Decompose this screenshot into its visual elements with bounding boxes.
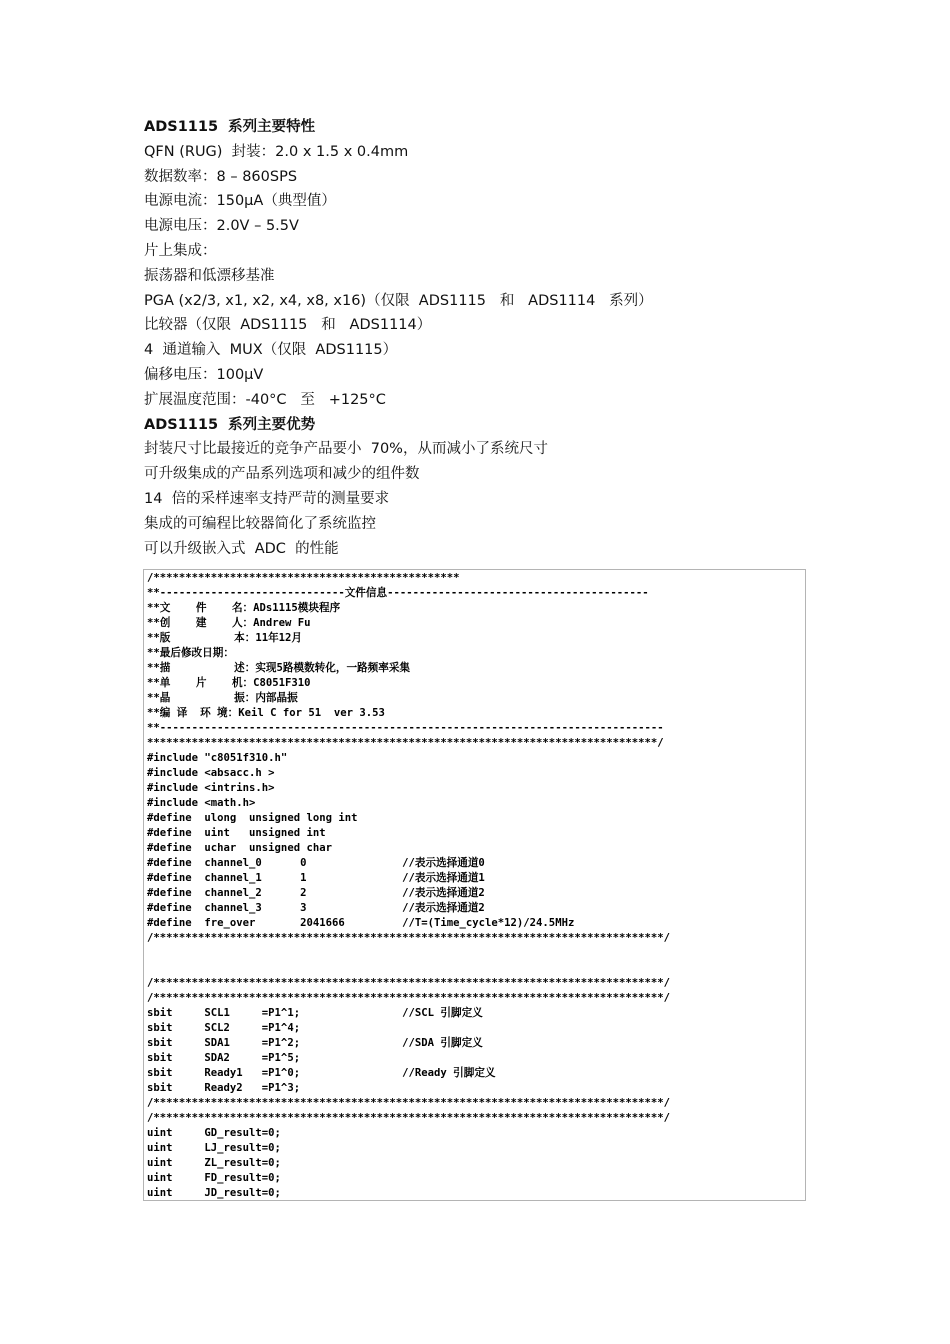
text-line: 14 倍的采样速率支持严苛的测量要求 — [144, 490, 390, 507]
text-line: 偏移电压：100μV — [144, 366, 264, 383]
code-line: **单 片 机：C8051F310 — [147, 677, 311, 689]
code-line: **文 件 名：ADs1115模块程序 — [147, 602, 341, 614]
code-line: **-----------------------------文件信息----------------------------------------- — [147, 587, 649, 599]
text-line: 扩展温度范围：-40°C 至 +125°C — [144, 391, 386, 408]
code-line: sbit SDA1 =P1^2; //SDA 引脚定义 — [147, 1037, 483, 1049]
code-listing — [147, 571, 803, 1201]
code-line: uint JD_result=0; — [147, 1187, 281, 1199]
code-line: **------------------------------------------------------------------------------- — [147, 722, 664, 734]
code-line: **最后修改日期： — [147, 647, 234, 659]
code-line — [147, 961, 803, 976]
code-line — [147, 946, 803, 961]
code-line: #include <intrins.h> — [147, 782, 275, 794]
text-line: 封装尺寸比最接近的竞争产品要小 70%，从而减小了系统尺寸 — [144, 441, 548, 458]
code-line: #define uint unsigned int — [147, 827, 326, 839]
text-line: 可升级集成的产品系列选项和减少的组件数 — [144, 466, 420, 483]
code-line: **创 建 人：Andrew Fu — [147, 617, 311, 629]
text-line: 可以升级嵌入式 ADC 的性能 — [144, 540, 339, 557]
feature-text-block — [144, 115, 824, 561]
code-line: ********************************************************************************/ — [147, 737, 664, 749]
code-line: #define channel_2 2 //表示选择通道2 — [147, 887, 485, 899]
text-line: 电源电流：150μA（典型值） — [144, 193, 336, 210]
code-line: #define fre_over 2041666 //T=(Time_cycle*12)/24.5MHz — [147, 917, 575, 929]
code-line: /********************************************************************************/ — [147, 932, 670, 944]
text-line: 片上集成： — [144, 242, 217, 259]
text-line: QFN (RUG) 封装：2.0 x 1.5 x 0.4mm — [144, 143, 409, 160]
code-line: /********************************************************************************/ — [147, 992, 670, 1004]
code-line: sbit Ready2 =P1^3; — [147, 1082, 301, 1094]
code-line: #define uchar unsigned char — [147, 842, 332, 854]
code-line: #include "c8051f310.h" — [147, 752, 288, 764]
text-line: 4 通道输入 MUX（仅限 ADS1115） — [144, 342, 398, 359]
code-line: #include <absacc.h > — [147, 767, 275, 779]
code-line: uint GD_result=0; — [147, 1127, 281, 1139]
code-line: **版 本：11年12月 — [147, 632, 303, 644]
code-line: #define channel_0 0 //表示选择通道0 — [147, 857, 485, 869]
code-line: sbit Ready1 =P1^0; //Ready 引脚定义 — [147, 1067, 496, 1079]
code-line: **描 述：实现5路模数转化，一路频率采集 — [147, 662, 411, 674]
code-line: #define channel_1 1 //表示选择通道1 — [147, 872, 485, 884]
code-line: /********************************************************************************/ — [147, 1112, 670, 1124]
text-line: PGA (x2/3, x1, x2, x4, x8, x16)（仅限 ADS1115 和 ADS1114 系列） — [144, 292, 653, 309]
code-line: sbit SCL1 =P1^1; //SCL 引脚定义 — [147, 1007, 483, 1019]
section-heading: ADS1115 系列主要特性 — [144, 119, 316, 135]
text-line: 数据数率：8 – 860SPS — [144, 168, 298, 185]
code-line: #define channel_3 3 //表示选择通道2 — [147, 902, 485, 914]
section-heading: ADS1115 系列主要优势 — [144, 416, 316, 433]
text-line: 集成的可编程比较器简化了系统监控 — [144, 515, 376, 532]
code-line: #define ulong unsigned long int — [147, 812, 358, 824]
code-screenshot — [143, 569, 806, 1201]
code-line: #include <math.h> — [147, 797, 256, 809]
text-line: 振荡器和低漂移基准 — [144, 267, 275, 284]
text-line: 电源电压：2.0V – 5.5V — [144, 218, 299, 235]
text-line: 比较器（仅限 ADS1115 和 ADS1114） — [144, 317, 432, 334]
code-line: /************************************************ — [147, 572, 460, 584]
code-line: **晶 振：内部晶振 — [147, 692, 298, 704]
code-line: uint FD_result=0; — [147, 1172, 281, 1184]
code-line: uint LJ_result=0; — [147, 1142, 281, 1154]
code-line: /********************************************************************************/ — [147, 1097, 670, 1109]
code-line: **编 译 环 境：Keil C for 51 ver 3.53 — [147, 707, 385, 719]
code-line: /********************************************************************************/ — [147, 977, 670, 989]
code-line: sbit SCL2 =P1^4; — [147, 1022, 301, 1034]
code-line: uint ZL_result=0; — [147, 1157, 281, 1169]
code-line: sbit SDA2 =P1^5; — [147, 1052, 301, 1064]
